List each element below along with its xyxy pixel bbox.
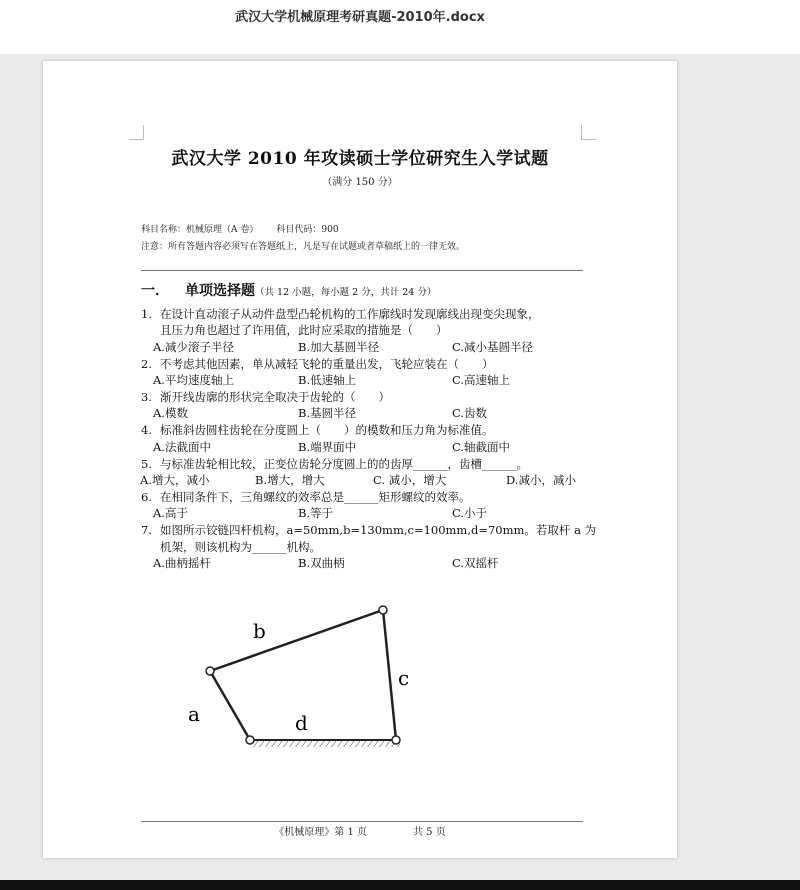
crop-mark-top-right bbox=[581, 125, 596, 140]
joint bbox=[379, 606, 387, 614]
joint bbox=[206, 667, 214, 675]
option-c: C.高速轴上 bbox=[452, 373, 511, 387]
label-c: c bbox=[398, 666, 410, 690]
question-text: 标准斜齿圆柱齿轮在分度圆上（ ）的模数和压力角为标准值。 bbox=[160, 423, 494, 437]
footer-page-label: 《机械原理》第 1 页 bbox=[274, 827, 367, 838]
question-7-continued: 机架，则该机构为______机构。 bbox=[160, 540, 321, 554]
question-text: 与标准齿轮相比较，正变位齿轮分度圆上的的齿厚______，齿槽______。 bbox=[160, 457, 528, 471]
option-b: B.低速轴上 bbox=[298, 373, 357, 387]
option-a: A.增大，减小 bbox=[140, 473, 210, 487]
title-bar bbox=[0, 0, 800, 54]
section-title: 单项选择题 bbox=[185, 283, 255, 299]
crop-mark-top-left bbox=[129, 125, 144, 140]
option-c: C.齿数 bbox=[452, 406, 488, 420]
question-1-continued: 且压力角也超过了许用值，此时应采取的措施是（ ） bbox=[160, 323, 448, 337]
exam-subtitle: （满分 150 分） bbox=[322, 177, 398, 188]
page-footer bbox=[43, 823, 677, 838]
question-number: 6. bbox=[141, 490, 152, 504]
footer-total-pages: 共 5 页 bbox=[413, 827, 446, 838]
option-b: B.等于 bbox=[298, 506, 334, 520]
ground-hatching bbox=[250, 740, 400, 747]
option-a: A.减少滚子半径 bbox=[153, 340, 234, 354]
option-d: D.减小，减小 bbox=[506, 473, 576, 487]
question-text: 在相同条件下，三角螺纹的效率总是______矩形螺纹的效率。 bbox=[160, 490, 471, 504]
question-number: 5. bbox=[141, 457, 152, 471]
option-a: A.平均速度轴上 bbox=[153, 373, 234, 387]
option-c: C. 减小，增大 bbox=[373, 473, 447, 487]
question-number: 1. bbox=[141, 307, 152, 321]
label-a: a bbox=[188, 702, 200, 726]
question-3 bbox=[141, 389, 390, 405]
bottom-bar bbox=[0, 880, 800, 890]
question-6 bbox=[141, 489, 471, 505]
option-c: C.轴截面中 bbox=[452, 440, 511, 454]
option-c: C.双摇杆 bbox=[452, 556, 499, 570]
question-number: 3. bbox=[141, 390, 152, 404]
option-c: C.小于 bbox=[452, 506, 488, 520]
option-b: B.双曲柄 bbox=[298, 556, 345, 570]
question-5 bbox=[141, 456, 528, 472]
question-number: 2. bbox=[141, 357, 152, 371]
exam-title: 武汉大学 2010 年攻读硕士学位研究生入学试题 bbox=[171, 149, 549, 169]
document-filename: 武汉大学机械原理考研真题-2010年.docx bbox=[235, 10, 485, 25]
option-a: A.法截面中 bbox=[153, 440, 211, 454]
question-text: 如图所示铰链四杆机构，a=50mm,b=130mm,c=100mm,d=70mm。若取杆 a 为 bbox=[160, 523, 597, 537]
link-b bbox=[210, 610, 383, 671]
question-text: 渐开线齿廓的形状完全取决于齿轮的（ ） bbox=[160, 390, 390, 404]
header-divider bbox=[141, 270, 583, 271]
document-page bbox=[43, 61, 677, 858]
question-number: 4. bbox=[141, 423, 152, 437]
exam-notice: 注意：所有答题内容必须写在答题纸上，凡是写在试题或者草稿纸上的一律无效。 bbox=[141, 242, 466, 252]
section-number: 一． bbox=[141, 283, 169, 299]
four-bar-linkage-diagram bbox=[173, 596, 413, 761]
option-a: A.模数 bbox=[153, 406, 188, 420]
question-1 bbox=[141, 306, 540, 322]
link-a bbox=[210, 671, 250, 740]
subject-info bbox=[141, 222, 339, 235]
question-text: 在设计直动滚子从动件盘型凸轮机构的工作廓线时发现廓线出现变尖现象， bbox=[160, 307, 540, 321]
subject-name: 科目名称：机械原理（A 卷） bbox=[141, 225, 259, 235]
question-4 bbox=[141, 422, 494, 438]
link-c bbox=[383, 610, 396, 740]
label-d: d bbox=[295, 711, 308, 735]
option-b: B.加大基圆半径 bbox=[298, 340, 380, 354]
section-heading bbox=[141, 280, 436, 300]
option-a: A.曲柄摇杆 bbox=[153, 556, 211, 570]
question-number: 7. bbox=[141, 523, 152, 537]
option-b: B.增大，增大 bbox=[255, 473, 325, 487]
joint bbox=[246, 736, 254, 744]
question-2 bbox=[141, 356, 494, 372]
option-b: B.基圆半径 bbox=[298, 406, 357, 420]
option-b: B.端界面中 bbox=[298, 440, 357, 454]
question-7 bbox=[141, 522, 596, 538]
label-b: b bbox=[253, 619, 266, 643]
subject-code: 科目代码：900 bbox=[276, 225, 339, 235]
option-c: C.减小基圆半径 bbox=[452, 340, 534, 354]
question-text: 不考虑其他因素，单从减轻飞轮的重量出发，飞轮应装在（ ） bbox=[160, 357, 494, 371]
option-a: A.高于 bbox=[153, 506, 188, 520]
footer-divider bbox=[141, 821, 583, 822]
section-note: （共 12 小题，每小题 2 分，共计 24 分） bbox=[255, 287, 437, 298]
joint bbox=[392, 736, 400, 744]
